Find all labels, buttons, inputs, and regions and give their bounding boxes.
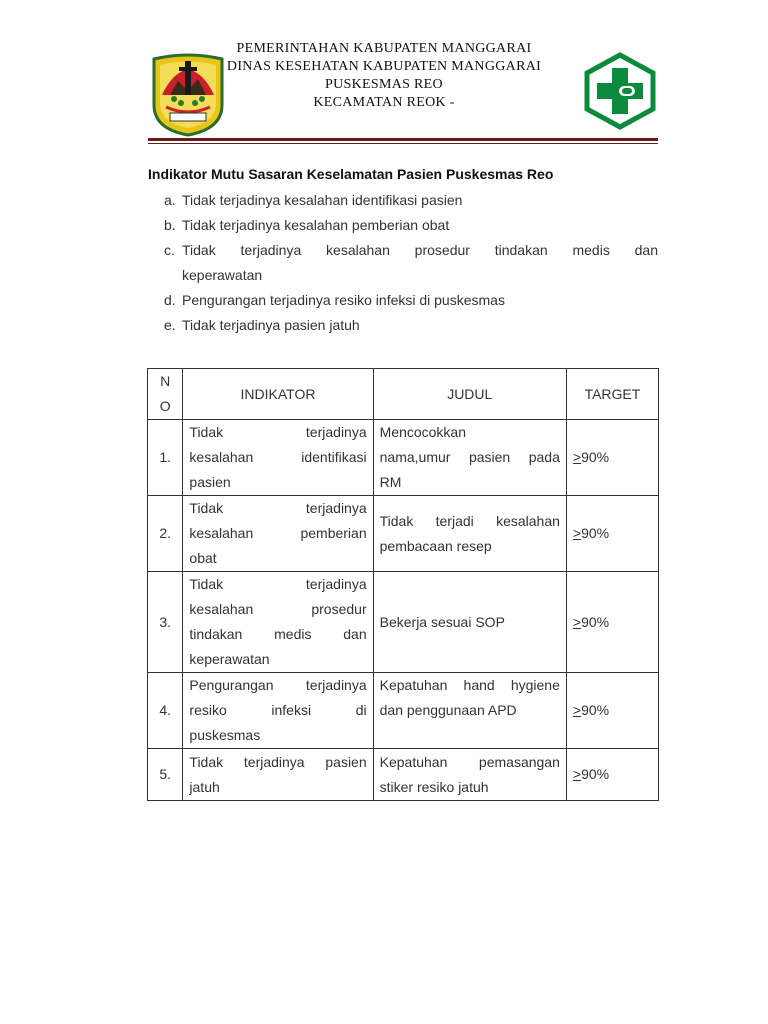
list-item [164,288,658,313]
cell-judul [373,572,566,673]
target-value: 90% [581,766,610,782]
cell-line: Pengurangan terjadinya [189,677,367,693]
cell-line: pasien [189,474,231,490]
letterhead-line-health-office: DINAS KESEHATAN KABUPATEN MANGGARAI [226,59,542,74]
column-header-judul: JUDUL [373,369,566,420]
cell-indikator [183,420,373,496]
cell-line: Mencocokkan [379,424,467,440]
table-header-row [148,369,659,420]
target-sign: > [572,449,582,465]
cell-judul [373,496,566,572]
cell-target [566,496,658,572]
list-text: Tidak terjadinya kesalahan pemberian obat [182,217,450,233]
cell-line: jatuh [189,778,220,795]
cell-line: kesalahan pemberian [189,525,367,541]
cell-indikator [183,673,373,749]
table-row [148,420,659,496]
cell-line: tindakan medis dan [189,626,367,642]
list-item [164,238,658,288]
cell-line: resiko infeksi di [189,702,367,718]
target-sign: > [572,766,582,782]
list-text-line: Tidak terjadinya kesalahan prosedur tindakan medis dan [182,242,658,258]
cell-line: kesalahan prosedur [189,601,367,617]
cell-line: Tidak terjadinya [189,500,367,516]
cell-judul [373,749,566,801]
cell-line: RM [379,474,402,490]
column-header-target: TARGET [566,369,658,420]
list-text: Tidak terjadinya kesalahan identifikasi pasien [182,192,463,208]
cell-line: nama,umur pasien pada [379,449,560,465]
cell-line: Tidak terjadinya [189,424,367,440]
cell-indikator [183,572,373,673]
cell-line: Tidak terjadinya pasien [189,753,367,770]
document-heading: Indikator Mutu Sasaran Keselamatan Pasien Puskesmas Reo [148,166,554,182]
cell-no: 5. [148,749,183,801]
puskesmas-cross-icon [583,52,657,130]
list-text: Tidak terjadinya pasien jatuh [182,317,360,333]
cell-line: Tidak terjadinya [189,576,367,592]
table-row [148,673,659,749]
table-row [148,496,659,572]
cell-line: Kepatuhan pemasangan [379,753,560,770]
column-header-indikator: INDIKATOR [183,369,373,420]
cell-indikator [183,496,373,572]
indicator-table [147,368,659,801]
cell-no: 4. [148,673,183,749]
target-sign: > [572,702,582,718]
cell-line [380,723,560,748]
cell-line: stiker resiko jatuh [379,778,489,795]
target-value: 90% [581,525,610,541]
list-text [182,238,658,288]
target-value: 90% [581,449,610,465]
cell-line: pembacaan resep [379,537,492,554]
list-marker: e. [164,317,176,333]
cell-line: Tidak terjadi kesalahan [379,512,560,529]
letterhead-line-district: KECAMATAN REOK - [313,95,455,110]
list-text: Pengurangan terjadinya resiko infeksi di puskesmas [182,292,505,308]
cell-line: dan penggunaan APD [379,702,517,718]
table-row [148,749,659,801]
letterhead-rule [148,138,658,141]
list-marker: b. [164,217,176,233]
cell-indikator [183,749,373,801]
cell-target [566,749,658,801]
list-marker: a. [164,192,176,208]
cell-judul [373,420,566,496]
goals-list [164,188,658,338]
target-sign: > [572,613,582,630]
list-item [164,313,658,338]
cell-line: puskesmas [189,727,261,743]
target-sign: > [572,525,582,541]
list-item [164,213,658,238]
list-text-line: keperawatan [182,267,263,283]
cell-target [566,572,658,673]
cell-target [566,420,658,496]
cell-target [566,673,658,749]
cell-judul [373,673,566,749]
cell-no: 3. [148,572,183,673]
column-header-no [148,369,183,420]
list-marker: c. [164,242,175,258]
target-value: 90% [581,613,610,630]
list-item [164,188,658,213]
cell-no: 2. [148,496,183,572]
header-text: O [159,398,171,414]
cell-line: kesalahan identifikasi [189,449,367,465]
cell-no: 1. [148,420,183,496]
list-marker: d. [164,292,176,308]
letterhead-rule-thin [148,143,658,144]
target-value: 90% [581,702,610,718]
letterhead-line-government: PEMERINTAHAN KABUPATEN MANGGARAI [236,41,532,56]
table-row [148,572,659,673]
cell-line: keperawatan [189,651,270,667]
cell-line: Kepatuhan hand hygiene [379,677,560,693]
cell-line: obat [189,550,217,566]
letterhead-line-puskesmas: PUSKESMAS REO [325,77,443,92]
header-text: N [160,373,171,389]
cell-line: Bekerja sesuai SOP [379,613,505,630]
